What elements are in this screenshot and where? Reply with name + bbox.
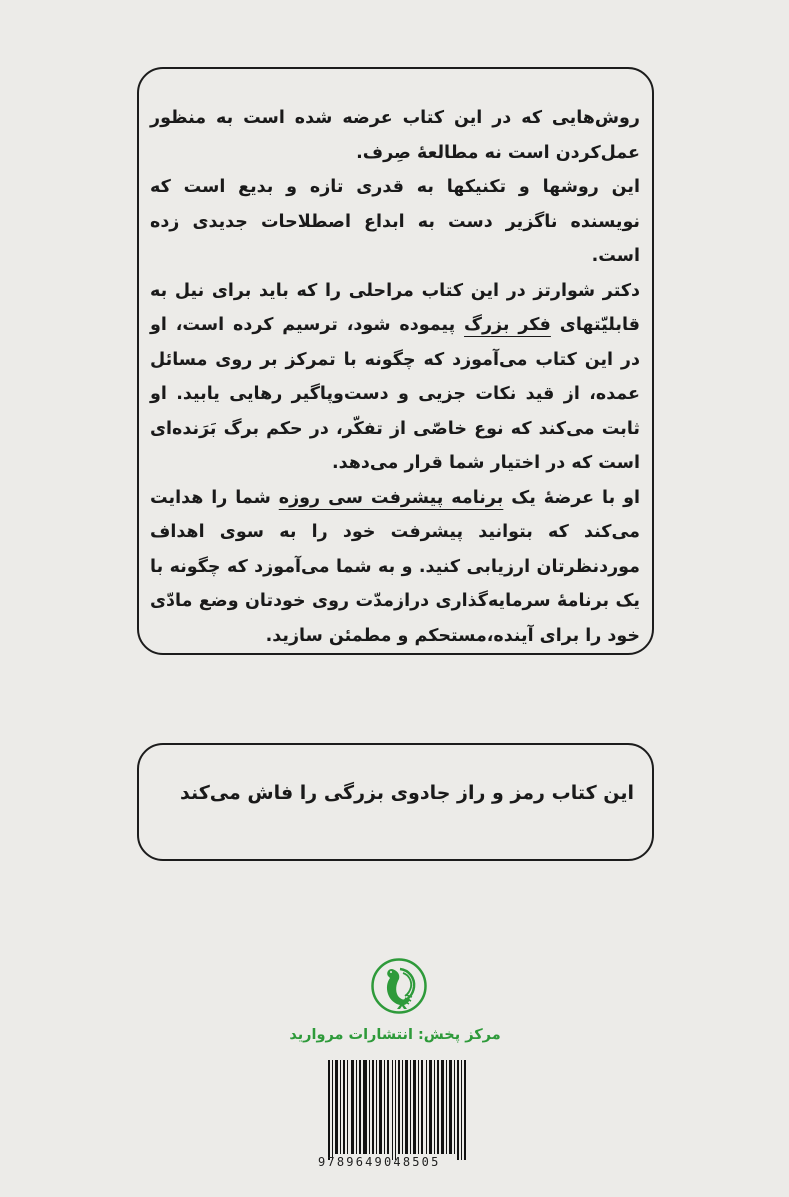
isbn-number: 9789649048505 — [318, 1155, 441, 1169]
description-paragraph-2: این روشها و تکنیکها به قدری تازه و بدیع است که نویسنده ناگزیر دست به ابداع اصطلاحات جدیدی زده است. — [150, 177, 640, 266]
isbn-barcode — [328, 1060, 468, 1162]
description-text — [150, 101, 640, 653]
peacock-bird-logo-icon — [370, 957, 428, 1015]
publisher-label: مرکز پخش: انتشارات مروارید — [289, 1027, 501, 1043]
underlined-phrase-thirty-day-program: برنامه پیشرفت سی روزه — [278, 487, 504, 508]
tagline-text: این کتاب رمز و راز جادوی بزرگی را فاش می‌کند — [179, 782, 634, 804]
description-paragraph-3: دکتر شوارتز در این کتاب مراحلی را که باید برای نیل به قابلیّتهای فکر بزرگ پیموده شود، ترسیم کرده است، او در این کتاب می‌آموزد که چگونه با تمرکز بر روی مسائل عمده، از قید نکات جزیی و دست‌وپاگیر رهایی یابید. او ثابت می‌کند که نوع خاصّی از تفکّر، در حکم برگ بَرَنده‌ای است که در اختیار شما قرار می‌دهد. — [150, 280, 640, 473]
description-paragraph-1: روش‌هایی که در این کتاب عرضه شده است به منظور عمل‌کردن است نه مطالعهٔ صِرف. — [150, 108, 640, 163]
underlined-phrase-big-thinking: فکر بزرگ — [464, 315, 551, 335]
description-paragraph-4: او با عرضهٔ یک برنامه پیشرفت سی روزه شما را هدایت می‌کند که بتوانید پیشرفت خود را به سوی اهداف موردنظرتان ارزیابی کنید. و به شما می‌آموزد که چگونه با یک برنامهٔ سرمایه‌گذاری درازمدّت روی خودتان وضع مادّی خود را برای آینده،مستحکم و مطمئن سازید. — [150, 487, 640, 646]
